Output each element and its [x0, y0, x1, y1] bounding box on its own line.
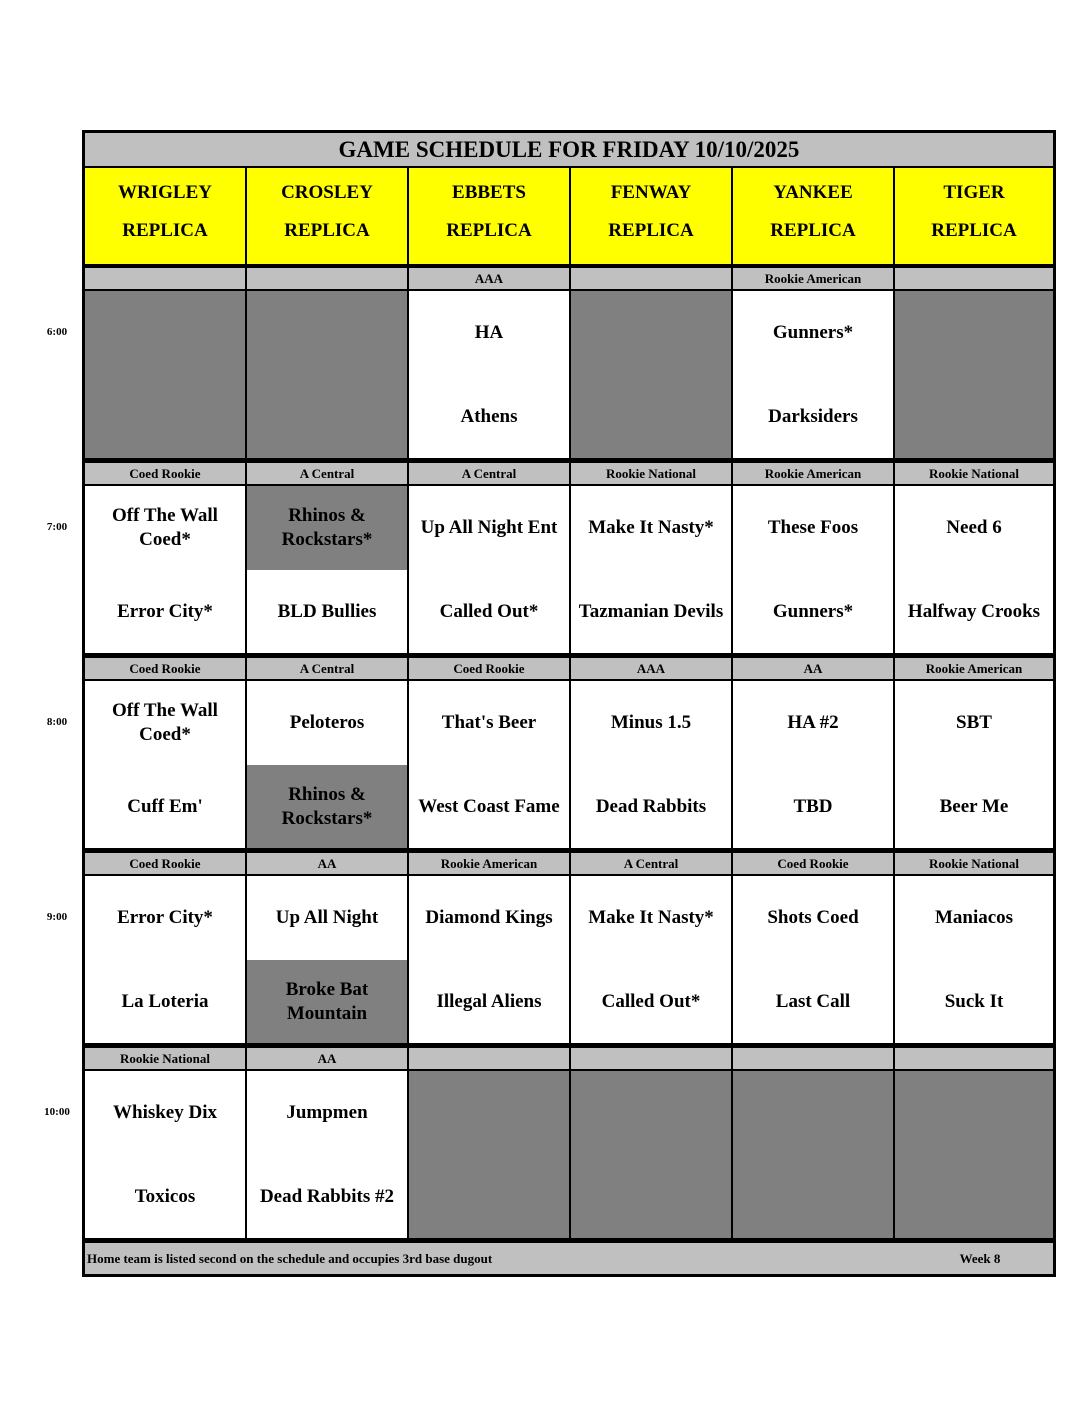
division-label: AA	[247, 1048, 407, 1069]
home-team: BLD Bullies	[247, 570, 407, 653]
division-label: Rookie National	[85, 1048, 245, 1069]
field-name: CROSLEY	[281, 182, 373, 203]
home-team: Darksiders	[733, 375, 893, 458]
division-label: Rookie National	[895, 853, 1053, 874]
division-label	[895, 1048, 1053, 1069]
empty-slot	[247, 291, 407, 458]
field-subtitle: REPLICA	[122, 220, 208, 241]
division-label	[247, 268, 407, 289]
home-team: Called Out*	[409, 570, 569, 653]
field-subtitle: REPLICA	[446, 220, 532, 241]
time-label: 8:00	[46, 715, 68, 728]
division-label: AAA	[409, 268, 569, 289]
empty-slot	[571, 291, 731, 458]
home-team: Rhinos & Rockstars*	[247, 765, 407, 848]
away-team: Need 6	[895, 486, 1053, 570]
home-team: Gunners*	[733, 570, 893, 653]
away-team: Up All Night	[247, 876, 407, 960]
home-team: Suck It	[895, 960, 1053, 1043]
division-label: Rookie American	[409, 853, 569, 874]
away-team: Peloteros	[247, 681, 407, 765]
empty-slot	[409, 1071, 569, 1238]
away-team: Rhinos & Rockstars*	[247, 486, 407, 570]
home-team: Tazmanian Devils	[571, 570, 731, 653]
away-team: Off The Wall Coed*	[85, 681, 245, 765]
footer-note: Home team is listed second on the schedule and occupies 3rd base dugout	[85, 1243, 1053, 1274]
field-name: YANKEE	[773, 182, 853, 203]
empty-slot	[895, 1071, 1053, 1238]
division-label: AA	[733, 658, 893, 679]
field-header	[733, 168, 893, 264]
division-label: Rookie American	[733, 463, 893, 484]
home-team: Broke Bat Mountain	[247, 960, 407, 1043]
field-header	[571, 168, 731, 264]
division-label: Coed Rookie	[85, 658, 245, 679]
home-team: Cuff Em'	[85, 765, 245, 848]
schedule-table	[82, 130, 1056, 1277]
field-subtitle: REPLICA	[608, 220, 694, 241]
division-label: Coed Rookie	[85, 853, 245, 874]
home-team: Toxicos	[85, 1155, 245, 1238]
time-label: 7:00	[46, 520, 68, 533]
division-label	[733, 1048, 893, 1069]
away-team: Minus 1.5	[571, 681, 731, 765]
away-team: Jumpmen	[247, 1071, 407, 1155]
away-team: HA #2	[733, 681, 893, 765]
division-label: Coed Rookie	[733, 853, 893, 874]
field-header	[895, 168, 1053, 264]
home-team: Illegal Aliens	[409, 960, 569, 1043]
home-team: Error City*	[85, 570, 245, 653]
home-team: Last Call	[733, 960, 893, 1043]
division-label: AAA	[571, 658, 731, 679]
away-team: That's Beer	[409, 681, 569, 765]
home-team: Beer Me	[895, 765, 1053, 848]
division-label	[409, 1048, 569, 1069]
division-label	[571, 1048, 731, 1069]
empty-slot	[733, 1071, 893, 1238]
field-header	[85, 168, 245, 264]
division-label	[571, 268, 731, 289]
field-subtitle: REPLICA	[284, 220, 370, 241]
home-team: Dead Rabbits	[571, 765, 731, 848]
empty-slot	[895, 291, 1053, 458]
away-team: Shots Coed	[733, 876, 893, 960]
division-label	[85, 268, 245, 289]
home-team: La Loteria	[85, 960, 245, 1043]
division-label: Rookie American	[733, 268, 893, 289]
home-team: Halfway Crooks	[895, 570, 1053, 653]
field-subtitle: REPLICA	[770, 220, 856, 241]
away-team: SBT	[895, 681, 1053, 765]
home-team: Called Out*	[571, 960, 731, 1043]
field-name: TIGER	[943, 182, 1005, 203]
away-team: Whiskey Dix	[85, 1071, 245, 1155]
field-name: EBBETS	[452, 182, 526, 203]
away-team: These Foos	[733, 486, 893, 570]
schedule-title: GAME SCHEDULE FOR FRIDAY 10/10/2025	[85, 133, 1053, 166]
home-team: Dead Rabbits #2	[247, 1155, 407, 1238]
away-team: Make It Nasty*	[571, 876, 731, 960]
division-label: Coed Rookie	[409, 658, 569, 679]
division-label	[895, 268, 1053, 289]
home-team: Athens	[409, 375, 569, 458]
field-name: WRIGLEY	[118, 182, 212, 203]
division-label: AA	[247, 853, 407, 874]
time-label: 6:00	[46, 325, 68, 338]
division-label: Rookie National	[571, 463, 731, 484]
away-team: Gunners*	[733, 291, 893, 375]
field-subtitle: REPLICA	[931, 220, 1017, 241]
home-team: TBD	[733, 765, 893, 848]
field-header	[247, 168, 407, 264]
empty-slot	[571, 1071, 731, 1238]
field-name: FENWAY	[610, 182, 692, 203]
away-team: Off The Wall Coed*	[85, 486, 245, 570]
away-team: Diamond Kings	[409, 876, 569, 960]
away-team: Error City*	[85, 876, 245, 960]
away-team: Make It Nasty*	[571, 486, 731, 570]
away-team: Up All Night Ent	[409, 486, 569, 570]
week-label: Week 8	[959, 1250, 1001, 1266]
home-team: West Coast Fame	[409, 765, 569, 848]
division-label: Coed Rookie	[85, 463, 245, 484]
division-label: A Central	[247, 658, 407, 679]
time-label: 9:00	[46, 910, 68, 923]
division-label: A Central	[571, 853, 731, 874]
field-header	[409, 168, 569, 264]
division-label: A Central	[409, 463, 569, 484]
away-team: Maniacos	[895, 876, 1053, 960]
division-label: Rookie National	[895, 463, 1053, 484]
division-label: A Central	[247, 463, 407, 484]
empty-slot	[85, 291, 245, 458]
division-label: Rookie American	[895, 658, 1053, 679]
away-team: HA	[409, 291, 569, 375]
time-label: 10:00	[44, 1105, 70, 1118]
